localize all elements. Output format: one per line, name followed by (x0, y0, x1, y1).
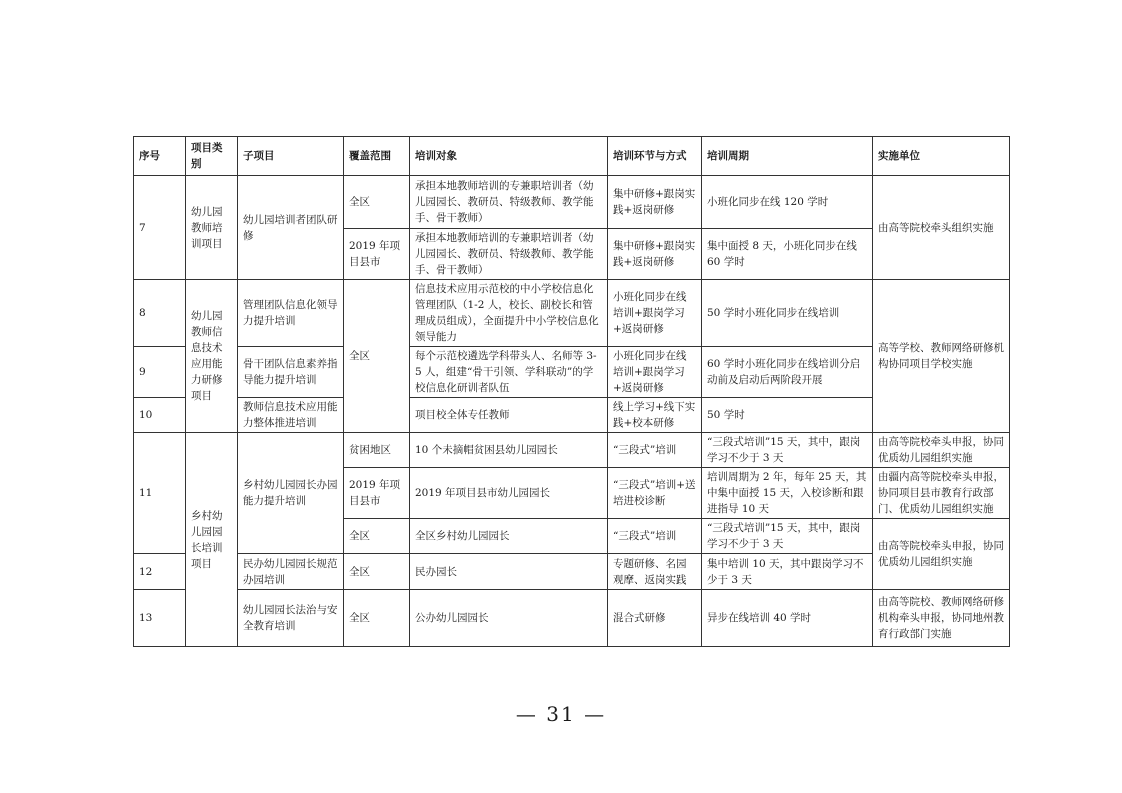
row-scope: 全区 (344, 590, 410, 647)
row-org: 由高等院校牵头申报，协同优质幼儿园组织实施 (873, 519, 1010, 590)
row-scope: 全区 (344, 554, 410, 590)
row-subproject: 管理团队信息化领导力提升培训 (238, 280, 344, 347)
row-period: 小班化同步在线 120 学时 (702, 176, 873, 229)
row-scope: 全区 (344, 519, 410, 554)
row-method: 小班化同步在线培训+跟岗学习+返岗研修 (608, 347, 702, 398)
row-method: 集中研修+跟岗实践+返岗研修 (608, 176, 702, 229)
row-seq: 11 (134, 433, 186, 554)
row-subproject: 幼儿园园长法治与安全教育培训 (238, 590, 344, 647)
row-method: “三段式”培训+送培进校诊断 (608, 468, 702, 519)
row-period: 60 学时小班化同步在线培训分启动前及启动后两阶段开展 (702, 347, 873, 398)
row-period: 50 学时 (702, 398, 873, 433)
row-period: 集中培训 10 天，其中跟岗学习不少于 3 天 (702, 554, 873, 590)
page-number: — 31 — (515, 702, 607, 726)
row-period: 异步在线培训 40 学时 (702, 590, 873, 647)
row-method: 小班化同步在线培训+跟岗学习+返岗研修 (608, 280, 702, 347)
row-period: “三段式培训”15 天，其中，跟岗学习不少于 3 天 (702, 433, 873, 468)
row-seq: 10 (134, 398, 186, 433)
row-scope: 2019 年项目县市 (344, 468, 410, 519)
row-seq: 7 (134, 176, 186, 280)
row-subproject: 民办幼儿园园长规范办园培训 (238, 554, 344, 590)
row-period: 50 学时小班化同步在线培训 (702, 280, 873, 347)
header-org: 实施单位 (873, 137, 1010, 176)
row-scope: 全区 (344, 176, 410, 229)
row-org: 由疆内高等院校牵头申报，协同项目县市教育行政部门、优质幼儿园组织实施 (873, 468, 1010, 519)
row-target: 民办园长 (410, 554, 608, 590)
table-header-row (134, 137, 1010, 176)
row-seq: 8 (134, 280, 186, 347)
row-method: “三段式”培训 (608, 519, 702, 554)
row-target: 10 个未摘帽贫困县幼儿园园长 (410, 433, 608, 468)
row-target: 全区乡村幼儿园园长 (410, 519, 608, 554)
row-target: 公办幼儿园园长 (410, 590, 608, 647)
row-scope: 贫困地区 (344, 433, 410, 468)
row-subproject: 幼儿园培训者团队研修 (238, 176, 344, 280)
row-target: 承担本地教师培训的专兼职培训者（幼儿园园长、教研员、特级教师、教学能手、骨干教师） (410, 229, 608, 280)
header-seq: 序号 (134, 137, 186, 176)
row-seq: 12 (134, 554, 186, 590)
training-projects-table (133, 136, 1010, 647)
header-target: 培训对象 (410, 137, 608, 176)
table-row (134, 280, 1010, 347)
row-period: “三段式培训”15 天，其中，跟岗学习不少于 3 天 (702, 519, 873, 554)
row-seq: 13 (134, 590, 186, 647)
row-method: 混合式研修 (608, 590, 702, 647)
row-method: “三段式”培训 (608, 433, 702, 468)
row-org: 由高等院校牵头申报，协同优质幼儿园组织实施 (873, 433, 1010, 468)
row-seq: 9 (134, 347, 186, 398)
header-method: 培训环节与方式 (608, 137, 702, 176)
row-method: 集中研修+跟岗实践+返岗研修 (608, 229, 702, 280)
row-org: 由高等院校、教师网络研修机构牵头申报，协同地州教育行政部门实施 (873, 590, 1010, 647)
table-row (134, 590, 1010, 647)
row-target: 项目校全体专任教师 (410, 398, 608, 433)
row-method: 专题研修、名园观摩、返岗实践 (608, 554, 702, 590)
row-org: 高等学校、教师网络研修机构协同项目学校实施 (873, 280, 1010, 433)
header-category: 项目类别 (186, 137, 238, 176)
row-category: 幼儿园教师信息技术应用能力研修项目 (186, 280, 238, 433)
row-subproject: 教师信息技术应用能力整体推进培训 (238, 398, 344, 433)
row-target: 2019 年项目县市幼儿园园长 (410, 468, 608, 519)
header-period: 培训周期 (702, 137, 873, 176)
row-target: 承担本地教师培训的专兼职培训者（幼儿园园长、教研员、特级教师、教学能手、骨干教师） (410, 176, 608, 229)
row-target: 每个示范校遴选学科带头人、名师等 3-5 人，组建“骨干引领、学科联动”的学校信息化研训者队伍 (410, 347, 608, 398)
row-period: 培训周期为 2 年，每年 25 天，其中集中面授 15 天，入校诊断和跟进指导 10 天 (702, 468, 873, 519)
table-row (134, 433, 1010, 468)
row-subproject: 乡村幼儿园园长办园能力提升培训 (238, 433, 344, 554)
row-category: 幼儿园教师培训项目 (186, 176, 238, 280)
row-target: 信息技术应用示范校的中小学校信息化管理团队（1-2 人，校长、副校长和管理成员组成），全面提升中小学校信息化领导能力 (410, 280, 608, 347)
row-subproject: 骨干团队信息素养指导能力提升培训 (238, 347, 344, 398)
row-org: 由高等院校牵头组织实施 (873, 176, 1010, 280)
row-category: 乡村幼儿园园长培训项目 (186, 433, 238, 647)
row-scope: 2019 年项目县市 (344, 229, 410, 280)
header-scope: 覆盖范围 (344, 137, 410, 176)
row-method: 线上学习+线下实践+校本研修 (608, 398, 702, 433)
row-scope: 全区 (344, 280, 410, 433)
table-row (134, 176, 1010, 229)
header-subproject: 子项目 (238, 137, 344, 176)
row-period: 集中面授 8 天，小班化同步在线 60 学时 (702, 229, 873, 280)
